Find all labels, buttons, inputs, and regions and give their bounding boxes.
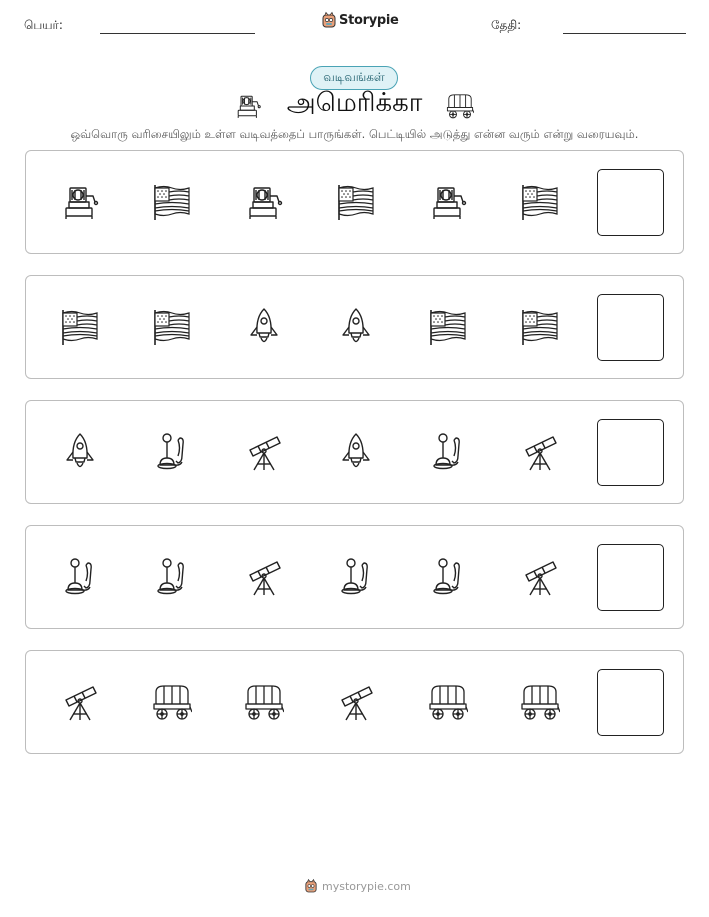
- candlestick-telephone-icon: [428, 557, 468, 597]
- telescope-icon: [520, 557, 560, 597]
- telescope-icon: [520, 432, 560, 472]
- answer-box[interactable]: [597, 419, 664, 486]
- telescope-icon: [336, 682, 376, 722]
- candlestick-telephone-icon: [152, 432, 192, 472]
- printing-press-icon: [60, 182, 100, 222]
- rocket-icon: [244, 307, 284, 347]
- candlestick-telephone-icon: [152, 557, 192, 597]
- telescope-icon: [244, 557, 284, 597]
- american-flag-icon: [336, 182, 376, 222]
- printing-press-icon: [244, 182, 284, 222]
- logo-text: Storypie: [339, 12, 399, 28]
- candlestick-telephone-icon: [60, 557, 100, 597]
- storypie-logo: [322, 12, 399, 28]
- page-title: அமெரிக்கா: [286, 88, 423, 118]
- storypie-mascot-icon: [322, 12, 336, 28]
- answer-box[interactable]: [597, 544, 664, 611]
- rocket-icon: [60, 432, 100, 472]
- footer-url[interactable]: mystorypie.com: [322, 879, 411, 893]
- date-line[interactable]: [563, 33, 686, 34]
- footer: [305, 879, 411, 893]
- storypie-mascot-icon: [305, 879, 317, 893]
- american-flag-icon: [152, 307, 192, 347]
- covered-wagon-icon: [444, 92, 476, 120]
- american-flag-icon: [152, 182, 192, 222]
- covered-wagon-icon: [152, 682, 192, 722]
- candlestick-telephone-icon: [428, 432, 468, 472]
- telescope-icon: [60, 682, 100, 722]
- answer-box[interactable]: [597, 294, 664, 361]
- category-badge: வடிவங்கள்: [310, 66, 398, 90]
- answer-box[interactable]: [597, 669, 664, 736]
- instruction-text: ஒவ்வொரு வரிசையிலும் உள்ள வடிவத்தைப் பாருங்கள். பெட்டியில் அடுத்து என்ன வரும் என்று வரையவும்.: [70, 127, 639, 141]
- covered-wagon-icon: [244, 682, 284, 722]
- covered-wagon-icon: [428, 682, 468, 722]
- name-line[interactable]: [100, 33, 255, 34]
- american-flag-icon: [60, 307, 100, 347]
- covered-wagon-icon: [520, 682, 560, 722]
- printing-press-icon: [428, 182, 468, 222]
- answer-box[interactable]: [597, 169, 664, 236]
- pattern-row-5: [25, 650, 684, 754]
- american-flag-icon: [520, 182, 560, 222]
- telescope-icon: [244, 432, 284, 472]
- rocket-icon: [336, 307, 376, 347]
- pattern-row-1: [25, 150, 684, 254]
- pattern-row-3: [25, 400, 684, 504]
- rocket-icon: [336, 432, 376, 472]
- name-label: பெயர்:: [24, 18, 63, 32]
- pattern-row-4: [25, 525, 684, 629]
- date-label: தேதி:: [491, 18, 522, 32]
- candlestick-telephone-icon: [336, 557, 376, 597]
- american-flag-icon: [520, 307, 560, 347]
- pattern-row-2: [25, 275, 684, 379]
- american-flag-icon: [428, 307, 468, 347]
